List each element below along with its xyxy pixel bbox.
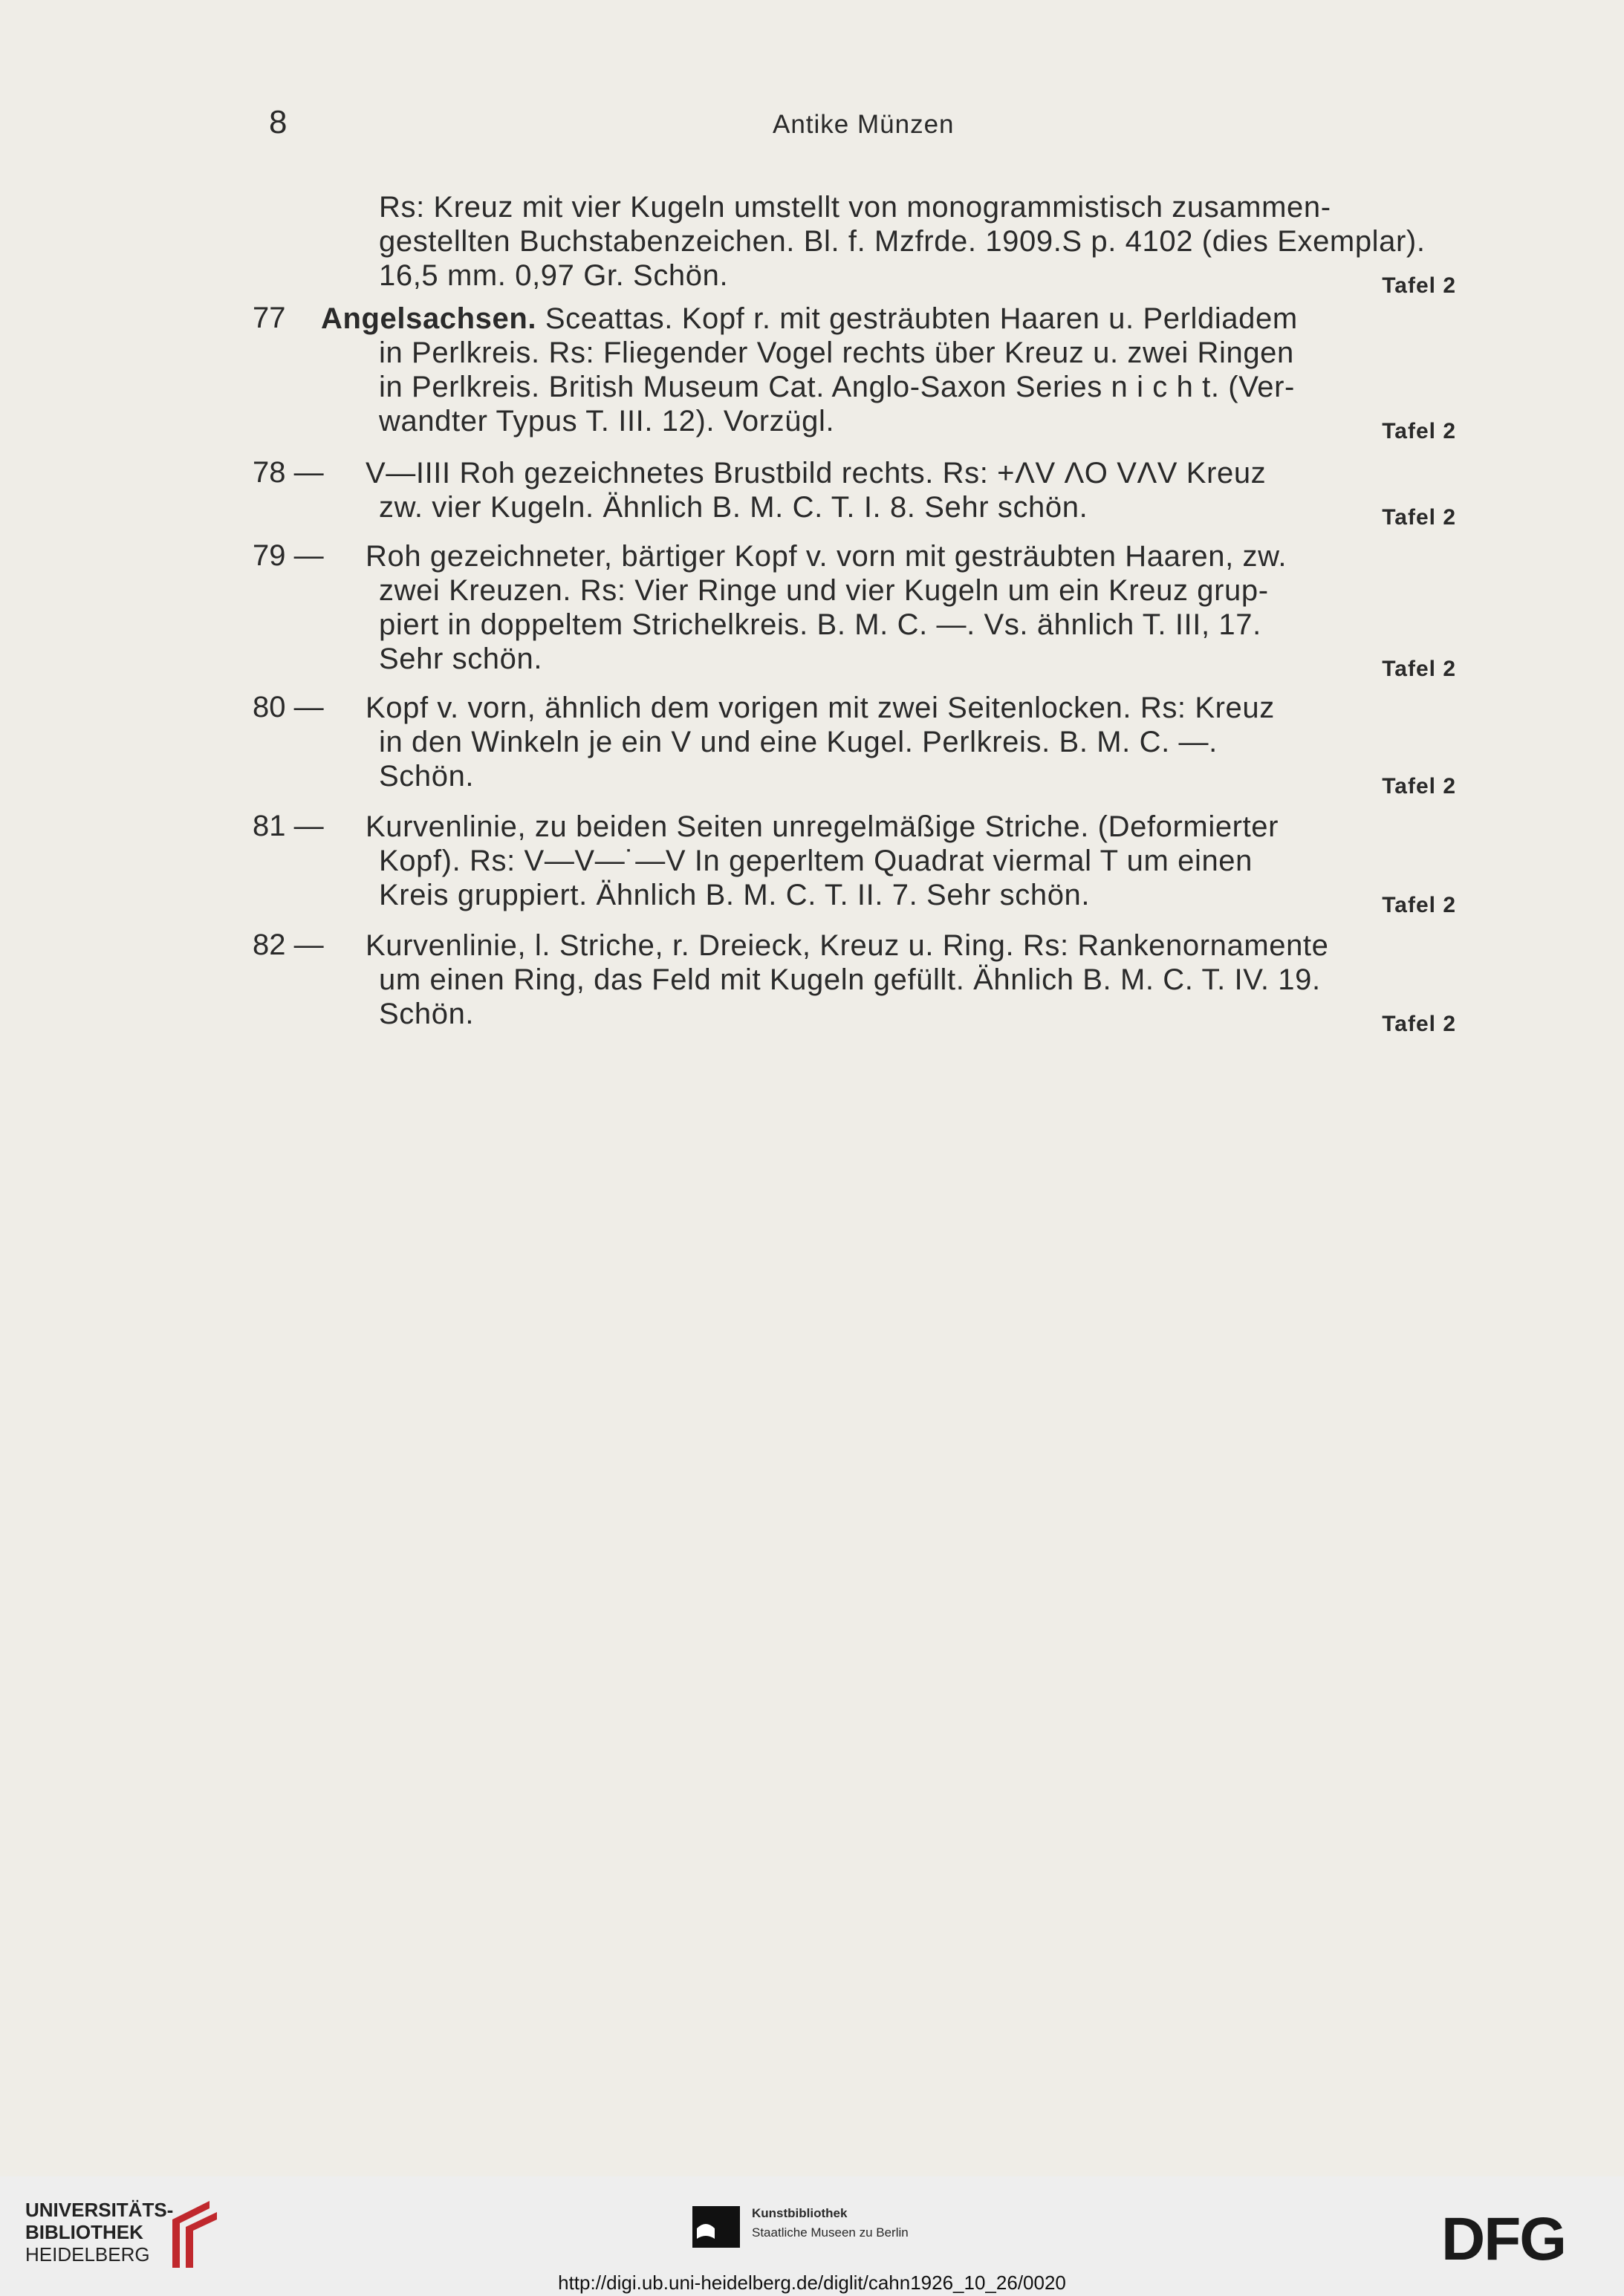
entry-76-continuation — [253, 190, 1456, 298]
kunstbibliothek-logo-icon — [692, 2206, 740, 2248]
university-library-logo-icon — [165, 2197, 224, 2271]
entry-79 — [253, 539, 1456, 681]
plate-reference: Tafel 2 — [1382, 657, 1456, 681]
entry-78 — [253, 456, 1456, 530]
entry-line: piert in doppeltem Strichelkreis. B. M. C. —. Vs. ähnlich T. III, 17. — [379, 608, 1261, 641]
entry-line: zwei Kreuzen. Rs: Vier Ringe und vier Kugeln um ein Kreuz grup- — [379, 574, 1269, 607]
kunstbibliothek-subtitle: Staatliche Museen zu Berlin — [752, 2225, 909, 2240]
plate-reference: Tafel 2 — [1382, 505, 1456, 530]
library-name-line2: BIBLIOTHEK — [25, 2221, 143, 2243]
entry-80 — [253, 691, 1456, 799]
entry-line: Kopf v. vorn, ähnlich dem vorigen mit zwei Seitenlocken. Rs: Kreuz — [366, 692, 1275, 724]
library-name-line1: UNIVERSITÄTS- — [25, 2199, 174, 2221]
entry-number: 79 — — [253, 539, 324, 572]
entry-line: Schön. — [379, 998, 475, 1030]
dfg-logo: DFG — [1441, 2205, 1566, 2273]
plate-reference: Tafel 2 — [1382, 1012, 1456, 1036]
entry-line: wandter Typus T. III. 12). Vorzügl. — [379, 405, 835, 438]
permalink-url[interactable]: http://digi.ub.uni-heidelberg.de/diglit/cahn1926_10_26/0020 — [558, 2271, 1066, 2294]
entry-line: in den Winkeln je ein V und eine Kugel. Perlkreis. B. M. C. —. — [379, 726, 1218, 758]
entry-line: Kurvenlinie, zu beiden Seiten unregelmäßige Striche. (Deformierter — [366, 810, 1279, 843]
plate-reference: Tafel 2 — [1382, 774, 1456, 799]
entry-line: Sceattas. Kopf r. mit gesträubten Haaren u. Perldiadem — [536, 302, 1298, 335]
digitization-footer — [0, 2176, 1624, 2296]
entry-line: Rs: Kreuz mit vier Kugeln umstellt von monogrammistisch zusammen- — [379, 191, 1331, 224]
page-number: 8 — [269, 104, 288, 140]
running-head: Antike Münzen — [773, 110, 955, 139]
entry-line: Schön. — [379, 760, 475, 793]
entry-line: gestellten Buchstabenzeichen. Bl. f. Mzfrde. 1909.S p. 4102 (dies Exemplar). — [379, 225, 1426, 258]
entry-line: Kurvenlinie, l. Striche, r. Dreieck, Kreuz u. Ring. Rs: Rankenornamente — [366, 929, 1329, 962]
entry-line: zw. vier Kugeln. Ähnlich B. M. C. T. I. 8. Sehr schön. — [379, 491, 1088, 524]
entry-line: in Perlkreis. British Museum Cat. Anglo-Saxon Series n i c h t. (Ver- — [379, 371, 1295, 403]
entry-line: um einen Ring, das Feld mit Kugeln gefüllt. Ähnlich B. M. C. T. IV. 19. — [379, 963, 1321, 996]
entry-line: V—IIII Roh gezeichnetes Brustbild rechts. Rs: +ΛV ΛO VΛV Kreuz — [366, 457, 1267, 490]
library-name-line3: HEIDELBERG — [25, 2243, 150, 2266]
entry-81 — [253, 810, 1456, 917]
entry-line: 16,5 mm. 0,97 Gr. Schön. — [379, 259, 729, 292]
entry-line: Kopf). Rs: V—V—˙—V In geperltem Quadrat viermal T um einen — [379, 845, 1253, 877]
entry-number: 78 — — [253, 456, 324, 489]
kunstbibliothek-name: Kunstbibliothek — [752, 2206, 848, 2220]
plate-reference: Tafel 2 — [1382, 273, 1456, 298]
plate-reference: Tafel 2 — [1382, 419, 1456, 443]
entry-line: Sehr schön. — [379, 643, 543, 675]
entry-line: in Perlkreis. Rs: Fliegender Vogel rechts über Kreuz u. zwei Ringen — [379, 336, 1294, 369]
entry-number: 82 — — [253, 929, 324, 961]
entry-line: Kreis gruppiert. Ähnlich B. M. C. T. II. 7. Sehr schön. — [379, 879, 1091, 911]
entry-line: Roh gezeichneter, bärtiger Kopf v. vorn mit gesträubten Haaren, zw. — [366, 540, 1287, 573]
entry-number: 77 — [253, 302, 286, 334]
entry-number: 81 — — [253, 810, 324, 842]
entry-number: 80 — — [253, 691, 324, 723]
entry-heading: Angelsachsen. — [321, 302, 537, 335]
entry-77 — [253, 302, 1456, 443]
plate-reference: Tafel 2 — [1382, 893, 1456, 917]
entry-82 — [253, 929, 1456, 1036]
